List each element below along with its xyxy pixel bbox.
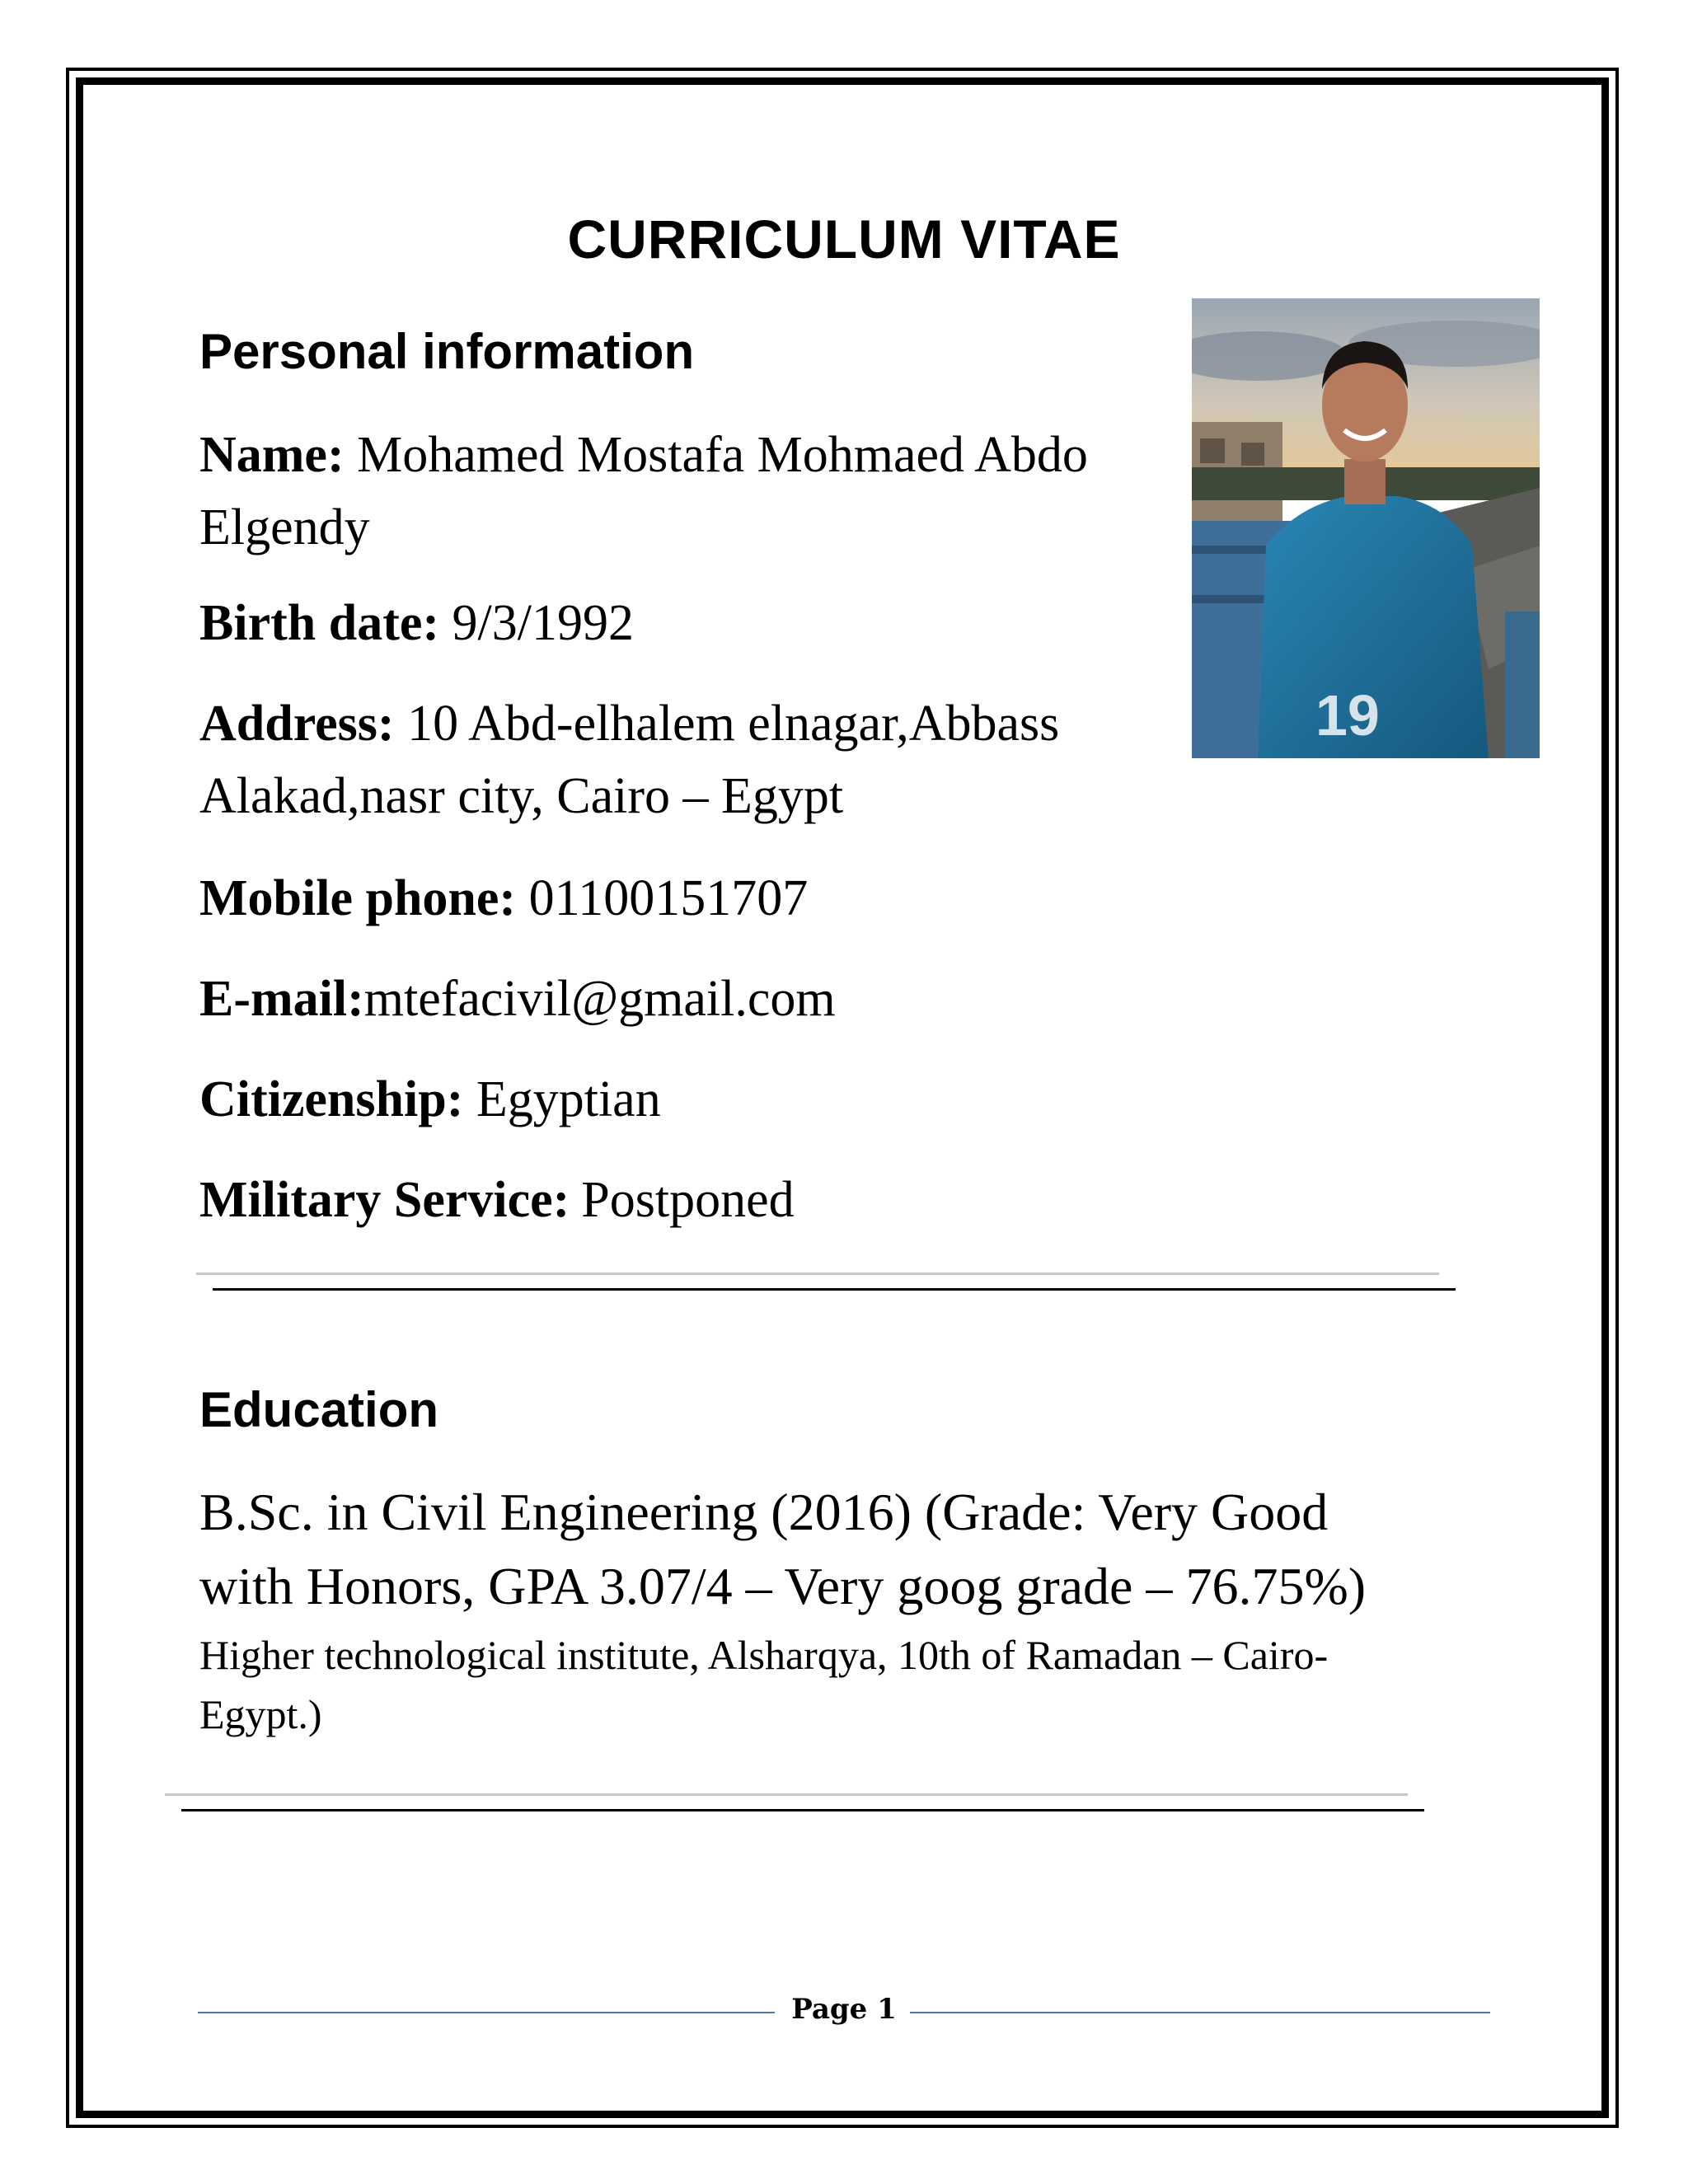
education-line2: with Honors, GPA 3.07/4 – Very goog grade – 76.75%) bbox=[199, 1557, 1367, 1615]
military-service-field bbox=[199, 1164, 795, 1236]
section-divider-light bbox=[196, 1272, 1439, 1275]
citizenship-value: Egyptian bbox=[463, 1071, 661, 1127]
military-service-label: Military Service: bbox=[199, 1172, 570, 1228]
birth-date-value: 9/3/1992 bbox=[439, 595, 634, 651]
education-heading: Education bbox=[199, 1382, 439, 1437]
name-field bbox=[199, 419, 1189, 564]
education-line3: Higher technological institute, Alsharqya, 10th of Ramadan – Cairo- bbox=[199, 1632, 1329, 1678]
citizenship-label: Citizenship: bbox=[199, 1071, 464, 1127]
email-field bbox=[199, 963, 836, 1035]
mobile-phone-label: Mobile phone: bbox=[199, 870, 517, 926]
mobile-phone-field bbox=[199, 862, 808, 935]
birth-date-label: Birth date: bbox=[199, 595, 440, 651]
education-line1: B.Sc. in Civil Engineering (2016) (Grade: Very Good bbox=[199, 1483, 1329, 1541]
address-value: 10 Abd-elhalem elnagar,Abbass bbox=[394, 696, 1060, 752]
citizenship-field bbox=[199, 1063, 661, 1136]
name-label: Name: bbox=[199, 427, 345, 483]
svg-text:19: 19 bbox=[1315, 683, 1380, 748]
name-value-line2: Elgendy bbox=[199, 499, 370, 555]
profile-photo bbox=[1192, 298, 1540, 758]
education-divider bbox=[181, 1809, 1424, 1811]
education-degree bbox=[199, 1475, 1485, 1624]
address-value-line2: Alakad,nasr city, Cairo – Egypt bbox=[199, 768, 844, 824]
email-label: E-mail: bbox=[199, 971, 364, 1027]
education-institution bbox=[199, 1625, 1452, 1744]
section-divider bbox=[213, 1288, 1456, 1291]
birth-date-field bbox=[199, 587, 634, 659]
education-line4: Egypt.) bbox=[199, 1691, 322, 1737]
name-value: Mohamed Mostafa Mohmaed Abdo bbox=[344, 427, 1088, 483]
page-number: Page 1 bbox=[791, 1993, 897, 2026]
address-field bbox=[199, 687, 1189, 832]
email-value: mtefacivil@gmail.com bbox=[363, 971, 836, 1027]
military-service-value: Postponed bbox=[581, 1172, 795, 1228]
mobile-phone-value: 01100151707 bbox=[516, 870, 809, 926]
document-title: CURRICULUM VITAE bbox=[567, 209, 1121, 269]
address-label: Address: bbox=[199, 696, 395, 752]
personal-info-heading: Personal information bbox=[199, 324, 695, 379]
education-divider-light bbox=[165, 1793, 1408, 1796]
